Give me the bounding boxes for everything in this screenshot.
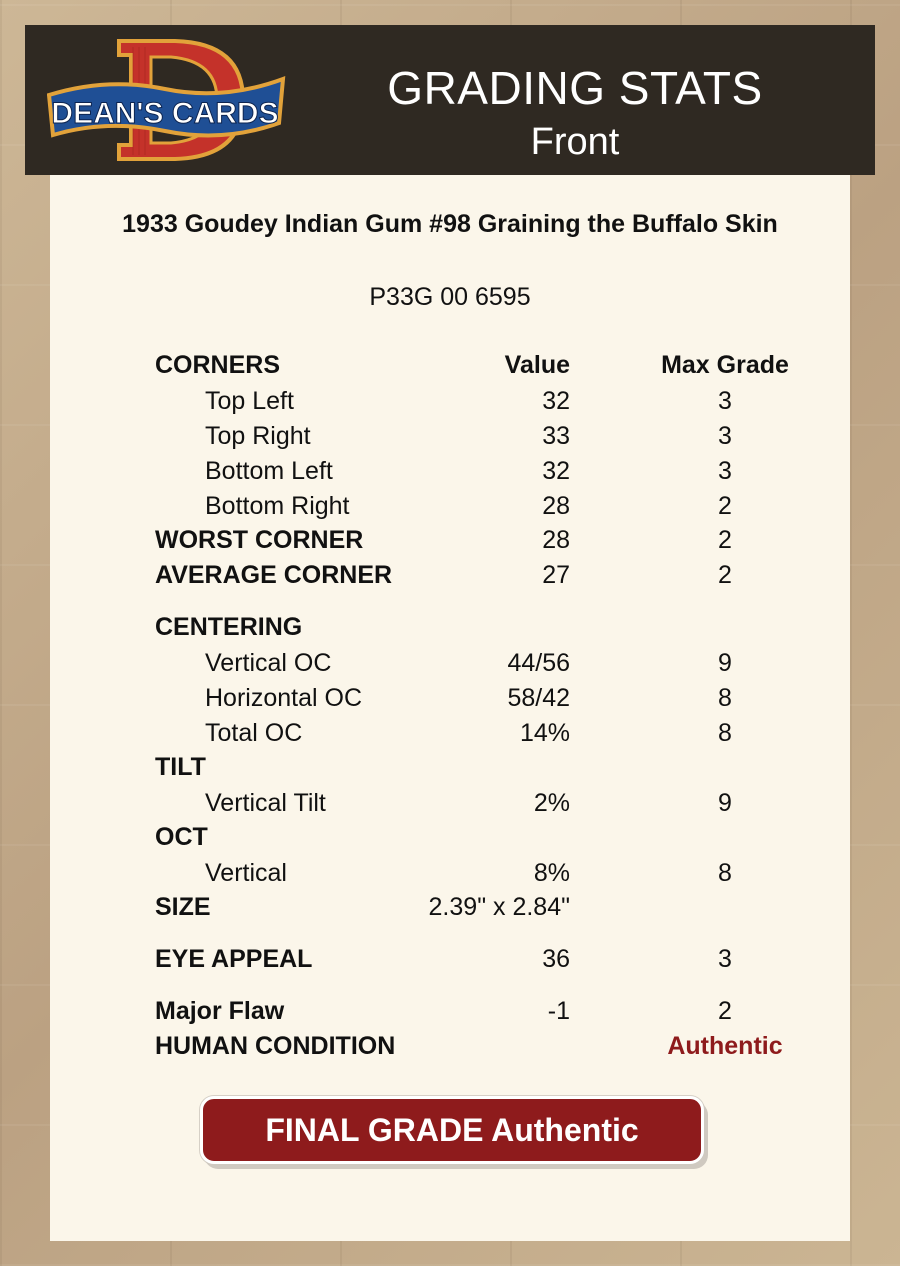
row-value: 28 xyxy=(542,526,570,554)
row-value: 44/56 xyxy=(507,649,570,677)
row-value: 2% xyxy=(533,789,570,817)
table-row xyxy=(50,454,850,488)
table-row xyxy=(50,646,850,680)
table-row xyxy=(50,419,850,453)
row-max-grade: 8 xyxy=(718,684,732,712)
final-grade-button[interactable]: FINAL GRADE Authentic xyxy=(200,1096,704,1164)
row-max-grade: 8 xyxy=(718,719,732,747)
page-subtitle: Front xyxy=(530,121,620,163)
corners-heading: CORNERS xyxy=(155,351,281,379)
row-label: WORST CORNER xyxy=(155,526,364,554)
deans-cards-logo xyxy=(47,37,287,163)
row-label: Horizontal OC xyxy=(205,684,362,712)
table-row xyxy=(50,942,850,976)
table-row xyxy=(50,856,850,890)
oct-heading: OCT xyxy=(155,823,208,851)
row-value: 14% xyxy=(519,719,570,747)
table-row xyxy=(50,1029,850,1063)
table-row xyxy=(50,786,850,820)
table-row xyxy=(50,523,850,557)
section-heading-row xyxy=(50,610,850,644)
row-value: 36 xyxy=(542,945,570,973)
centering-heading: CENTERING xyxy=(155,613,303,641)
section-heading-row xyxy=(50,820,850,854)
row-value: 2.39" x 2.84" xyxy=(428,893,570,921)
table-row xyxy=(50,489,850,523)
table-row xyxy=(50,681,850,715)
table-row xyxy=(50,384,850,418)
row-label: Bottom Left xyxy=(205,457,333,485)
human-condition-result: Authentic xyxy=(667,1032,783,1060)
row-max-grade: 9 xyxy=(718,649,732,677)
row-value: 58/42 xyxy=(507,684,570,712)
row-label: Bottom Right xyxy=(205,492,350,520)
table-row xyxy=(50,558,850,592)
row-max-grade: 3 xyxy=(718,387,732,415)
row-label: SIZE xyxy=(155,893,211,921)
row-max-grade: 9 xyxy=(718,789,732,817)
row-value: 28 xyxy=(542,492,570,520)
table-row xyxy=(50,890,850,924)
row-max-grade: 2 xyxy=(718,997,732,1025)
row-label: EYE APPEAL xyxy=(155,945,313,973)
row-label: Vertical Tilt xyxy=(205,789,326,817)
table-row xyxy=(50,716,850,750)
row-value: 32 xyxy=(542,457,570,485)
card-title: 1933 Goudey Indian Gum #98 Graining the Buffalo Skin xyxy=(122,210,778,238)
max-grade-column-header: Max Grade xyxy=(661,351,789,379)
section-heading-row xyxy=(50,750,850,784)
row-label: Top Right xyxy=(205,422,311,450)
grading-panel xyxy=(50,175,850,1241)
row-value: 33 xyxy=(542,422,570,450)
row-max-grade: 3 xyxy=(718,945,732,973)
row-label: Vertical OC xyxy=(205,649,332,677)
row-max-grade: 3 xyxy=(718,457,732,485)
logo-text: DEAN'S CARDS xyxy=(51,97,279,130)
row-max-grade: 2 xyxy=(718,526,732,554)
row-label: HUMAN CONDITION xyxy=(155,1032,396,1060)
row-max-grade: 2 xyxy=(718,492,732,520)
row-value: 8% xyxy=(533,859,570,887)
row-label: AVERAGE CORNER xyxy=(155,561,393,589)
header-bar xyxy=(25,25,875,175)
row-label: Vertical xyxy=(205,859,287,887)
row-value: 27 xyxy=(542,561,570,589)
tilt-heading: TILT xyxy=(155,753,206,781)
row-max-grade: 3 xyxy=(718,422,732,450)
row-value: 32 xyxy=(542,387,570,415)
row-label: Total OC xyxy=(205,719,303,747)
page-title: GRADING STATS xyxy=(387,62,763,114)
row-label: Major Flaw xyxy=(155,997,285,1025)
table-row xyxy=(50,994,850,1028)
value-column-header: Value xyxy=(504,351,570,379)
cert-number: P33G 00 6595 xyxy=(369,283,531,311)
row-value: -1 xyxy=(547,997,570,1025)
row-max-grade: 8 xyxy=(718,859,732,887)
table-header-row xyxy=(50,348,850,382)
row-label: Top Left xyxy=(205,387,294,415)
row-max-grade: 2 xyxy=(718,561,732,589)
